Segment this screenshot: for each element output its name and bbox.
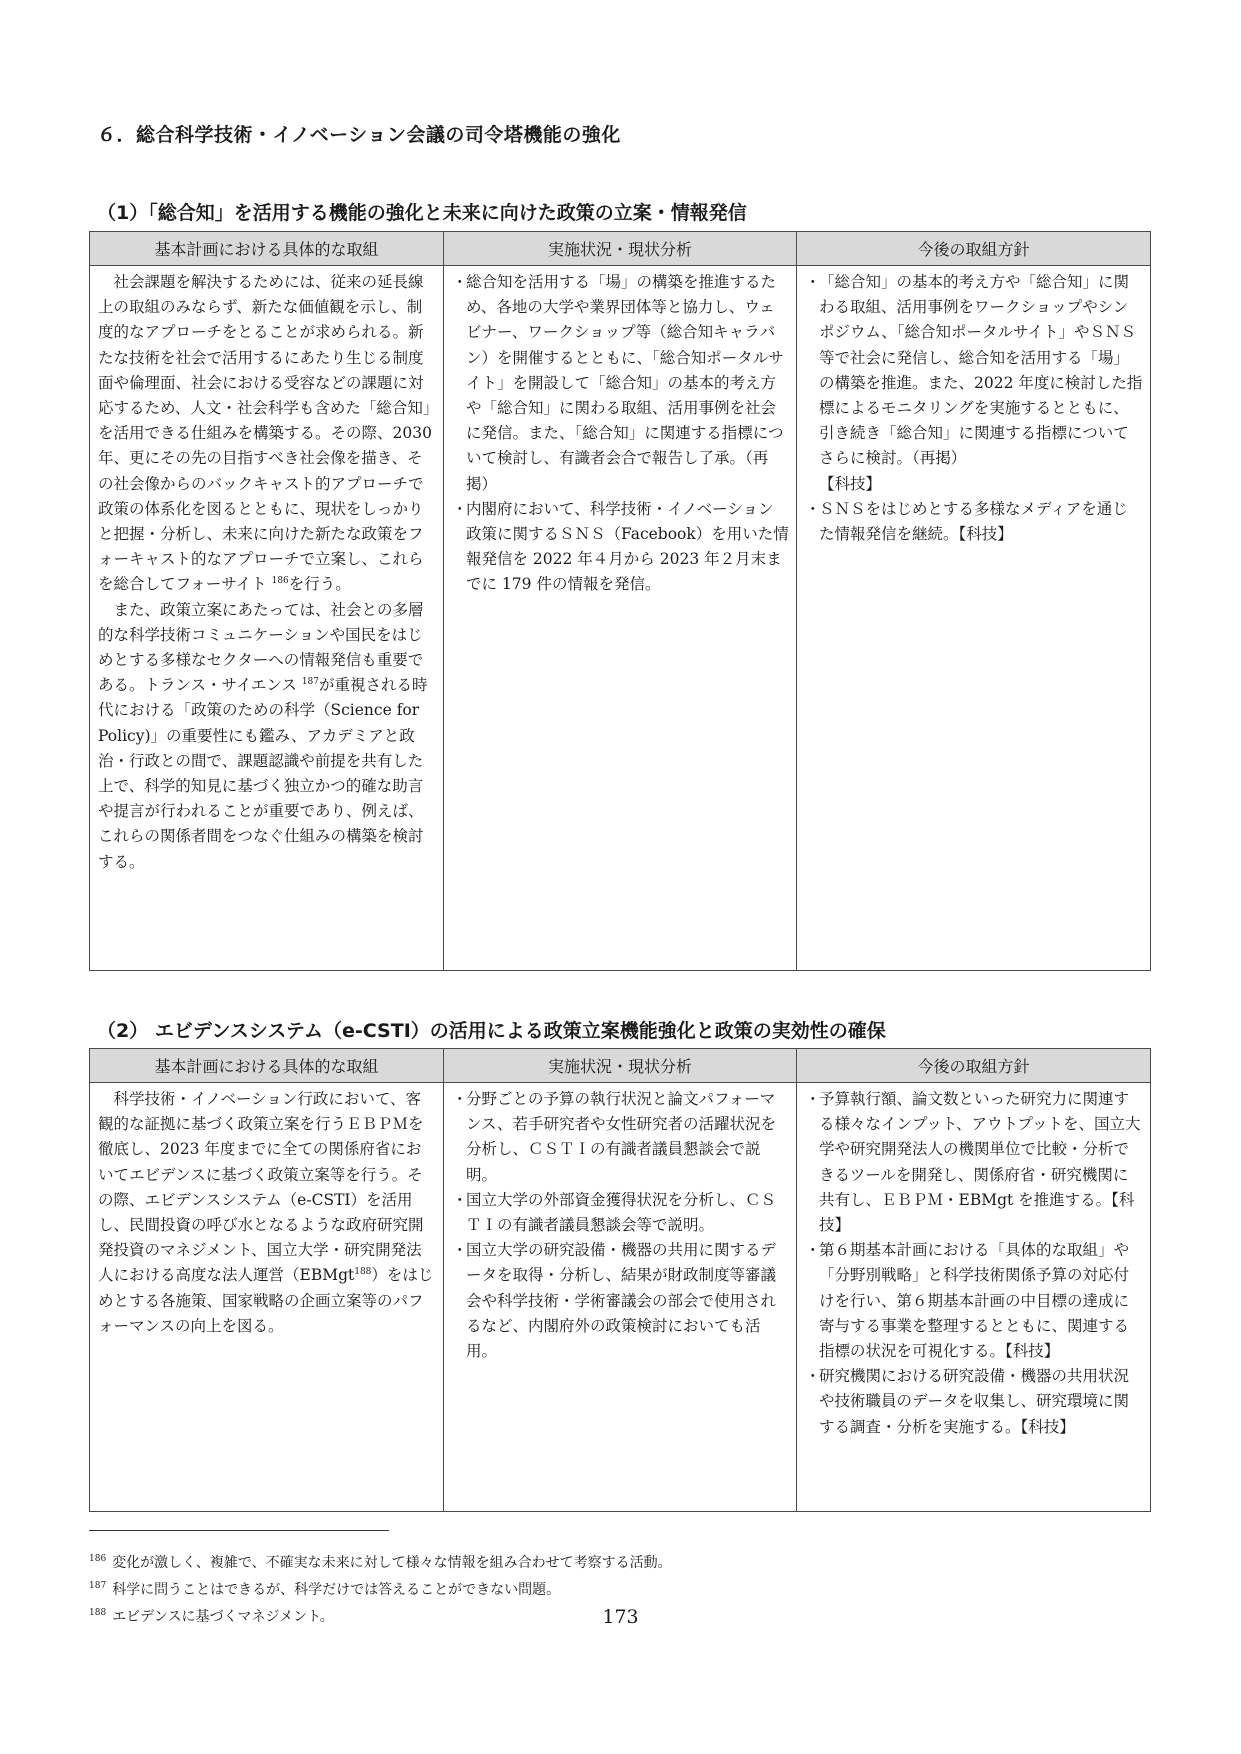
list-item — [805, 1087, 1143, 1238]
column-header-plan: 基本計画における具体的な取組 — [90, 232, 444, 266]
subsection-title: （2） エビデンスシステム（e-CSTI）の活用による政策立案機能強化と政策の実効性の確保 — [97, 1020, 886, 1042]
item-text: 国立大学の研究設備・機器の共用に関するデータを取得・分析し、結果が財政制度等審議会や科学技術・学術審議会の部会で使用されるなど、内閣府外の政策検討においても活用。 — [466, 1241, 777, 1361]
list-item — [452, 1087, 789, 1188]
column-header-plan: 基本計画における具体的な取組 — [90, 1049, 444, 1083]
item-text: 総合知を活用する「場」の構築を推進するため、各地の大学や業界団体等と協力し、ウェビナー、ワークショップ等（総合知キャラバン）を開催するとともに、「総合知ポータルサイト」を開設して「総合知」の基本的考え方や「総合知」に関わる取組、活用事例を社会に発信。また、「総合知」に関連する指標について検討し、有識者会合で報告し了承。（再掲） — [466, 273, 784, 493]
item-text: 予算執行額、論文数といった研究力に関連する様々なインプット、アウトプットを、国立大学や研究開発法人の機関単位で比較・分析できるツールを開発し、関係府省・研究機関に共有し、ＥＢＰＭ・EBMgt を推進する。【科技】 — [819, 1090, 1141, 1235]
list-item — [452, 1238, 789, 1364]
bullet-mark: ・ — [452, 1241, 468, 1260]
footnote-ref: 186 — [271, 576, 289, 587]
section-title: ６．総合科学技術・イノベーション会議の司令塔機能の強化 — [97, 124, 621, 146]
ministry-tag: 【科技】 — [819, 474, 882, 493]
footnote-number: 187 — [89, 1581, 107, 1592]
bullet-mark: ・ — [452, 1090, 468, 1108]
plan-cell — [90, 266, 444, 971]
policy-cell — [797, 1083, 1151, 1512]
list-item — [452, 1188, 789, 1238]
bullet-mark: ・ — [805, 1090, 821, 1108]
bullet-mark: ・ — [805, 273, 821, 291]
item-text: 分野ごとの予算の執行状況と論文パフォーマンス、若手研究者や女性研究者の活躍状況を分析し、ＣＳＴＩの有識者議員懇談会で説明。 — [466, 1090, 777, 1184]
footnote-number: 188 — [89, 1608, 107, 1619]
footnote — [89, 1550, 1149, 1577]
item-text: ＳＮＳをはじめとする多様なメディアを通じた情報発信を継続。【科技】 — [819, 499, 1128, 544]
footnote-text: 変化が激しく、複雑で、不確実な未来に対して様々な情報を組み合わせて考察する活動。 — [112, 1555, 672, 1571]
footnote — [89, 1577, 1149, 1604]
table-header-row — [90, 232, 1151, 266]
status-cell — [444, 1083, 797, 1512]
column-header-policy: 今後の取組方針 — [797, 232, 1151, 266]
plan-cell — [90, 1083, 444, 1512]
page-number: 173 — [602, 1606, 639, 1628]
column-header-policy: 今後の取組方針 — [797, 1049, 1151, 1083]
bullet-mark: ・ — [452, 273, 468, 291]
footnote-text: エビデンスに基づくマネジメント。 — [112, 1609, 334, 1625]
bullet-mark: ・ — [805, 499, 821, 518]
footnote-number: 186 — [89, 1554, 107, 1565]
paragraph-text: 社会課題を解決するためには、従来の延長線上の取組のみならず、新たな価値観を示し、制度的なアプローチをとることが求められる。新たな技術を社会で活用するにあたり生じる制度面や倫理面、社会における受容などの課題に対応するため、人文・社会科学も含めた「総合知」を活用できる仕組みを構築する。その際、2030 年、更にその先の目指すべき社会像を描き、その社会像からのバックキャスト的アプローチで政策の体系化を図るとともに、現状をしっかりと把握・分析し、未来に向けた新たな政策をフォーキャスト的なアプローチで立案し、これらを総合してフォーサイト — [98, 273, 432, 594]
status-cell — [444, 266, 797, 971]
item-text: 研究機関における研究設備・機器の共用状況や技術職員のデータを収集し、研究環境に関する調査・分析を実施する。【科技】 — [819, 1367, 1130, 1436]
item-text: 国立大学の外部資金獲得状況を分析し、ＣＳＴＩの有識者議員懇談会等で説明。 — [466, 1190, 777, 1235]
policy-table — [89, 231, 1151, 971]
item-text: 「総合知」の基本的考え方や「総合知」に関わる取組、活用事例をワークショップやシンポジウム、「総合知ポータルサイト」やＳＮＳ等で社会に発信し、総合知を活用する「場」の構築を推進。また、2022 年度に検討した指標によるモニタリングを実施するとともに、引き続き「総合知」に関連する指標についてさらに検討。（再掲） — [819, 273, 1143, 468]
paragraph-text: を行う。 — [288, 575, 351, 594]
bullet-mark: ・ — [452, 499, 468, 518]
plan-paragraph — [98, 270, 436, 598]
list-item — [805, 270, 1143, 497]
list-item — [805, 1238, 1143, 1364]
footnote-divider — [89, 1530, 389, 1531]
column-header-status: 実施状況・現状分析 — [444, 232, 797, 266]
footnote-ref: 188 — [354, 1267, 372, 1278]
paragraph-text: また、政策立案にあたっては、社会との多層的な科学技術コミュニケーションや国民をはじめとする多様なセクターへの情報発信も重要である。トランス・サイエンス — [98, 600, 424, 695]
item-text: 第６期基本計画における「具体的な取組」や「分野別戦略」と科学技術関係予算の対応付けを行い、第６期基本計画の中目標の達成に寄与する事業を整理するとともに、関連する指標の状況を可視化する。【科技】 — [819, 1241, 1130, 1361]
bullet-mark: ・ — [805, 1241, 821, 1260]
column-header-status: 実施状況・現状分析 — [444, 1049, 797, 1083]
policy-table — [89, 1048, 1151, 1512]
subsection-title: （1）「総合知」を活用する機能の強化と未来に向けた政策の立案・情報発信 — [97, 202, 747, 224]
policy-cell — [797, 266, 1151, 971]
table-header-row — [90, 1049, 1151, 1083]
table-row — [90, 266, 1151, 971]
list-item — [805, 1364, 1143, 1440]
list-item — [452, 497, 789, 598]
footnote-ref: 187 — [301, 677, 319, 688]
paragraph-text: 科学技術・イノベーション行政において、客観的な証拠に基づく政策立案を行うＥＢＰＭを徹底し、2023 年度までに全ての関係府省においてエビデンスに基づく政策立案等を行う。その際、エビデンスシステム（e-CSTI）を活用し、民間投資の呼び水となるような政府研究開発投資のマネジメント、国立大学・研究開発法人における高度な法人運営（EBMgt — [98, 1090, 424, 1285]
plan-paragraph — [98, 598, 436, 875]
plan-paragraph — [98, 1087, 436, 1339]
item-text: 内閣府において、科学技術・イノベーション政策に関するＳＮＳ（Facebook）を用いた情報発信を 2022 年４月から 2023 年２月末までに 179 件の情報を発信。 — [466, 499, 789, 594]
paragraph-text: ）をはじめとする各施策、国家戦略の企画立案等のパフォーマンスの向上を図る。 — [98, 1266, 434, 1335]
list-item — [805, 497, 1143, 547]
footnote-text: 科学に問うことはできるが、科学だけでは答えることができない問題。 — [112, 1582, 561, 1598]
table-row — [90, 1083, 1151, 1512]
bullet-mark: ・ — [805, 1367, 821, 1386]
bullet-mark: ・ — [452, 1190, 468, 1209]
list-item — [452, 270, 789, 497]
paragraph-text: が重視される時代における「政策のための科学（Science for Policy)」の重要性にも鑑み、アカデミアと政治・行政との間で、課題認識や前提を共有した上で、科学的知見に基づく独立かつ的確な助言や提言が行われることが重要であり、例えば、これらの関係者間をつなぐ仕組みの構築を検討する。 — [98, 676, 428, 871]
